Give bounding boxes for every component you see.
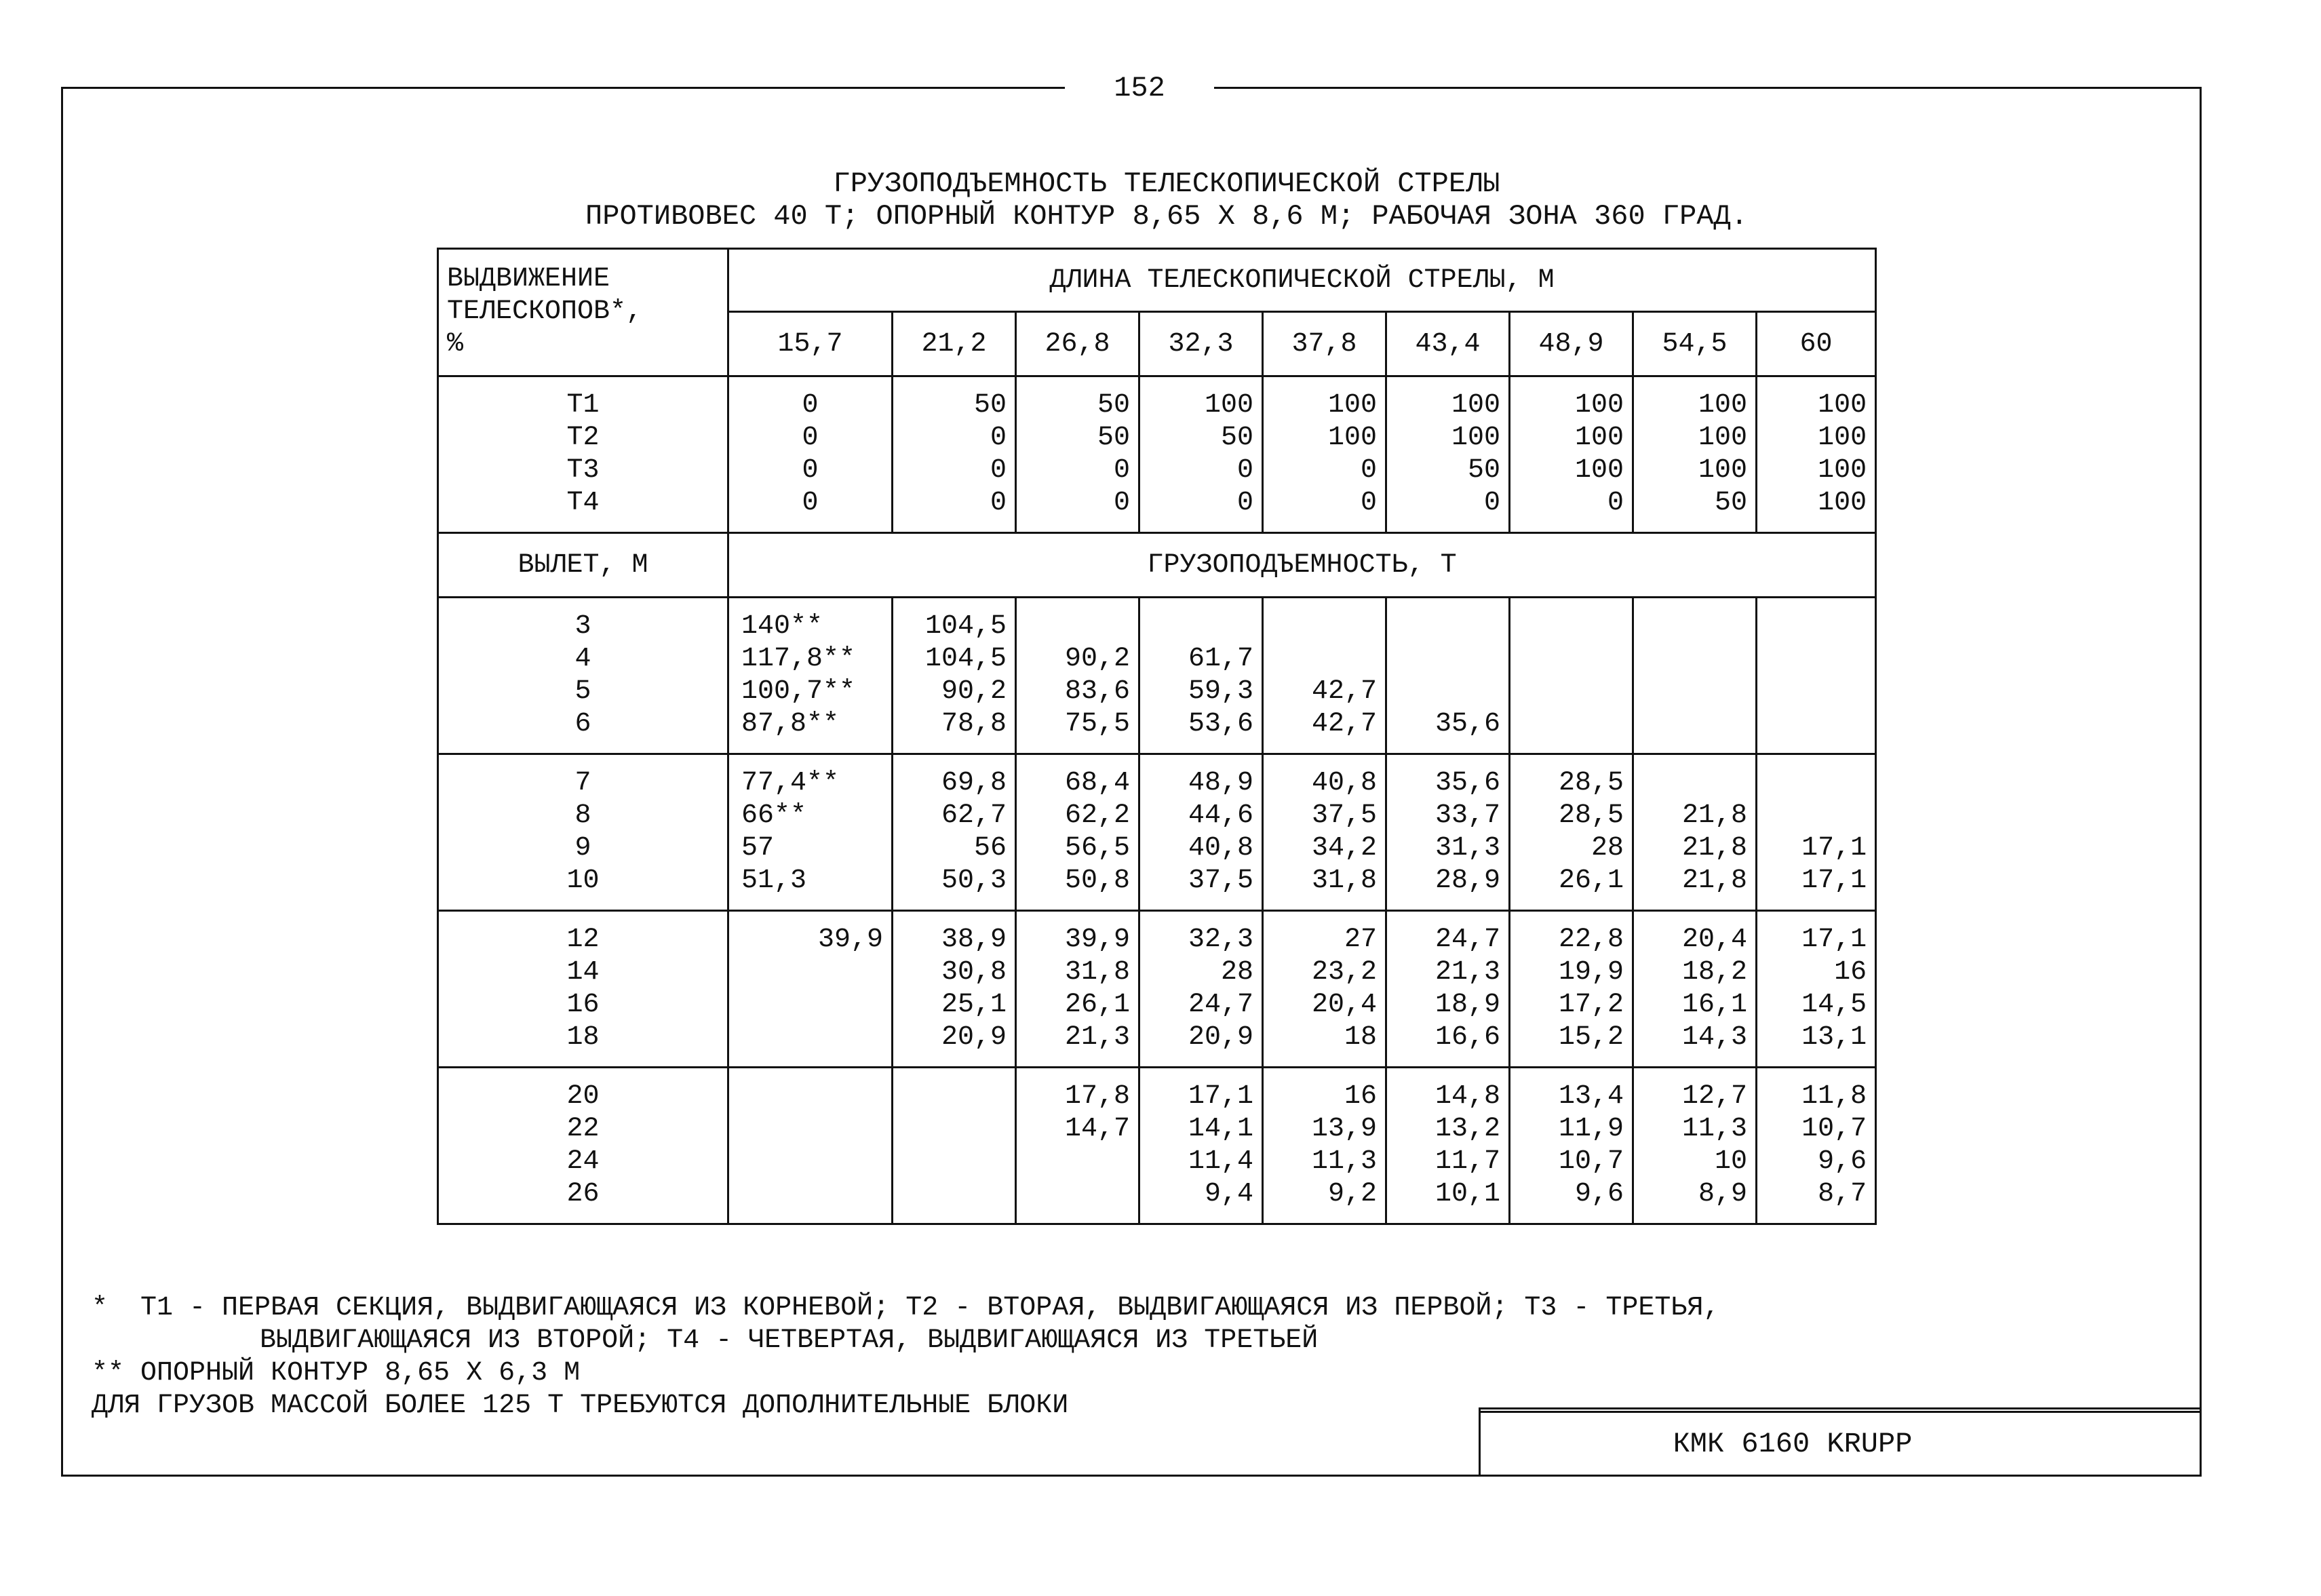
extension-cell xyxy=(1757,376,1876,533)
capacity-value: 13,4 xyxy=(1558,1081,1624,1112)
capacity-value: 9,6 xyxy=(1574,1179,1624,1209)
capacity-value: 9,4 xyxy=(1204,1179,1253,1209)
capacity-cell xyxy=(893,754,1016,911)
extension-value: 100 xyxy=(1451,390,1500,421)
capacity-cell xyxy=(1016,911,1139,1068)
capacity-value: 30,8 xyxy=(941,957,1007,988)
capacity-cell xyxy=(1016,598,1139,754)
capacity-cell xyxy=(1263,911,1386,1068)
capacity-value: 13,9 xyxy=(1311,1114,1377,1144)
capacity-value: 37,5 xyxy=(1188,865,1253,896)
footnote-support-contour: ** ОПОРНЫЙ КОНТУР 8,65 X 6,3 М xyxy=(92,1358,581,1388)
capacity-value: 44,6 xyxy=(1188,800,1253,831)
capacity-value xyxy=(1757,610,1875,643)
table-title: ГРУЗОПОДЪЕМНОСТЬ ТЕЛЕСКОПИЧЕСКОЙ СТРЕЛЫ xyxy=(833,168,1500,200)
extension-value: 0 xyxy=(802,455,819,486)
capacity-value: 8,9 xyxy=(1698,1179,1747,1209)
capacity-value: 21,8 xyxy=(1681,800,1747,831)
capacity-value xyxy=(729,1146,891,1178)
capacity-value: 11,4 xyxy=(1188,1146,1253,1177)
capacity-value: 22,8 xyxy=(1558,924,1624,955)
page-number: 152 xyxy=(1065,68,1214,109)
radius-cell xyxy=(438,911,728,1068)
capacity-value: 9,6 xyxy=(1818,1146,1867,1177)
extension-value: 100 xyxy=(1204,390,1253,421)
capacity-value: 13,2 xyxy=(1435,1114,1500,1144)
radius-value: 24 xyxy=(566,1146,600,1177)
extension-cell xyxy=(1633,376,1757,533)
extension-value: 0 xyxy=(1236,455,1253,486)
capacity-cell xyxy=(1386,1068,1510,1224)
capacity-value: 31,8 xyxy=(1064,957,1130,988)
capacity-cell xyxy=(1633,598,1757,754)
extension-cell xyxy=(1016,376,1139,533)
capacity-value xyxy=(729,989,891,1021)
capacity-cell xyxy=(1633,1068,1757,1224)
capacity-header-row xyxy=(438,533,1876,598)
capacity-value xyxy=(1634,643,1755,676)
capacity-cell xyxy=(728,598,893,754)
capacity-value: 53,6 xyxy=(1188,709,1253,739)
capacity-value: 11,7 xyxy=(1435,1146,1500,1177)
capacity-value: 25,1 xyxy=(941,990,1007,1020)
radius-value: 20 xyxy=(566,1081,600,1112)
radius-value: 7 xyxy=(574,768,591,798)
capacity-value xyxy=(1757,800,1875,832)
capacity-value xyxy=(1264,643,1385,676)
capacity-value: 35,6 xyxy=(1435,709,1500,739)
extension-cell xyxy=(728,376,893,533)
capacity-value: 40,8 xyxy=(1188,833,1253,863)
capacity-value xyxy=(1510,708,1632,741)
telescope-label: T2 xyxy=(566,423,600,453)
extension-value: 0 xyxy=(1360,455,1377,486)
capacity-group-row xyxy=(438,911,1876,1068)
capacity-value: 90,2 xyxy=(1064,644,1130,674)
capacity-value: 23,2 xyxy=(1311,957,1377,988)
capacity-value: 28,9 xyxy=(1435,865,1500,896)
radius-value: 14 xyxy=(566,957,600,988)
capacity-value: 20,9 xyxy=(941,1022,1007,1053)
extension-header: ВЫДВИЖЕНИЕ ТЕЛЕСКОПОВ*, % xyxy=(447,264,643,359)
capacity-cell xyxy=(728,1068,893,1224)
capacity-cell xyxy=(1757,911,1876,1068)
telescope-label: T3 xyxy=(566,455,600,486)
capacity-value: 20,4 xyxy=(1311,990,1377,1020)
capacity-cell xyxy=(1263,754,1386,911)
capacity-value: 9,2 xyxy=(1327,1179,1377,1209)
extension-value: 0 xyxy=(1483,488,1500,518)
capacity-value: 17,1 xyxy=(1801,865,1867,896)
capacity-value: 87,8** xyxy=(741,709,840,739)
extension-value: 50 xyxy=(1220,423,1253,453)
capacity-value: 57 xyxy=(741,833,775,863)
capacity-cell xyxy=(1139,754,1263,911)
length-header: ДЛИНА ТЕЛЕСКОПИЧЕСКОЙ СТРЕЛЫ, М xyxy=(728,249,1876,312)
capacity-cell xyxy=(893,911,1016,1068)
telescope-labels-cell xyxy=(438,376,728,533)
capacity-cell xyxy=(1633,911,1757,1068)
capacity-value: 11,3 xyxy=(1311,1146,1377,1177)
capacity-value: 26,1 xyxy=(1558,865,1624,896)
capacity-value xyxy=(729,1178,891,1211)
capacity-group-row xyxy=(438,598,1876,754)
capacity-value: 117,8** xyxy=(741,644,856,674)
length-cell: 43,4 xyxy=(1386,312,1510,376)
extension-value: 100 xyxy=(1818,455,1867,486)
length-cell: 37,8 xyxy=(1263,312,1386,376)
capacity-value: 90,2 xyxy=(941,676,1007,707)
capacity-value: 56 xyxy=(973,833,1007,863)
capacity-value: 16 xyxy=(1344,1081,1377,1112)
table-subtitle: ПРОТИВОВЕС 40 Т; ОПОРНЫЙ КОНТУР 8,65 X 8,6 М; РАБОЧАЯ ЗОНА 360 ГРАД. xyxy=(585,200,1748,233)
capacity-value xyxy=(1387,610,1508,643)
extension-value: 0 xyxy=(802,390,819,421)
capacity-value: 42,7 xyxy=(1311,709,1377,739)
radius-cell xyxy=(438,1068,728,1224)
title-block-label: КМК 6160 KRUPP xyxy=(1673,1428,1913,1460)
capacity-value xyxy=(1757,767,1875,800)
capacity-value: 66** xyxy=(741,800,807,831)
length-cell: 54,5 xyxy=(1633,312,1757,376)
extension-value: 0 xyxy=(990,488,1007,518)
extension-value: 100 xyxy=(1818,423,1867,453)
extension-value: 0 xyxy=(990,455,1007,486)
extension-value: 100 xyxy=(1818,390,1867,421)
capacity-value: 32,3 xyxy=(1188,924,1253,955)
extension-value: 0 xyxy=(802,488,819,518)
capacity-value: 18 xyxy=(1344,1022,1377,1053)
telescope-label: T1 xyxy=(566,390,600,421)
radius-value: 26 xyxy=(566,1179,600,1209)
capacity-value xyxy=(1634,767,1755,800)
radius-cell xyxy=(438,598,728,754)
capacity-value: 59,3 xyxy=(1188,676,1253,707)
extension-value: 100 xyxy=(1698,390,1747,421)
capacity-value xyxy=(1757,708,1875,741)
extension-value: 50 xyxy=(1467,455,1500,486)
capacity-group-row xyxy=(438,754,1876,911)
capacity-value: 104,5 xyxy=(924,644,1007,674)
extension-value: 0 xyxy=(1113,488,1130,518)
footnote-extra-blocks: ДЛЯ ГРУЗОВ МАССОЙ БОЛЕЕ 125 Т ТРЕБУЮТСЯ ДОПОЛНИТЕЛЬНЫЕ БЛОКИ xyxy=(92,1390,1069,1421)
footnote-telescopes-cont: ВЫДВИГАЮЩАЯСЯ ИЗ ВТОРОЙ; T4 - ЧЕТВЕРТАЯ, ВЫДВИГАЮЩАЯСЯ ИЗ ТРЕТЬЕЙ xyxy=(260,1325,1319,1356)
capacity-cell xyxy=(1386,598,1510,754)
radius-value: 22 xyxy=(566,1114,600,1144)
capacity-value: 26,1 xyxy=(1064,990,1130,1020)
length-cell: 32,3 xyxy=(1139,312,1263,376)
capacity-cell xyxy=(893,598,1016,754)
capacity-value xyxy=(1510,676,1632,708)
capacity-value xyxy=(1017,1146,1138,1178)
capacity-value: 11,3 xyxy=(1681,1114,1747,1144)
capacity-value xyxy=(1510,643,1632,676)
capacity-value: 18,9 xyxy=(1435,990,1500,1020)
capacity-value xyxy=(1510,610,1632,643)
capacity-value xyxy=(1757,643,1875,676)
capacity-value: 24,7 xyxy=(1435,924,1500,955)
capacity-value: 56,5 xyxy=(1064,833,1130,863)
extension-value: 0 xyxy=(1607,488,1624,518)
capacity-value: 17,1 xyxy=(1188,1081,1253,1112)
capacity-value xyxy=(1017,1178,1138,1211)
capacity-value xyxy=(1634,676,1755,708)
capacity-value xyxy=(893,1146,1015,1178)
extension-header-cell xyxy=(438,249,728,376)
capacity-cell xyxy=(1139,598,1263,754)
capacity-value: 21,3 xyxy=(1435,957,1500,988)
extension-value: 0 xyxy=(1113,455,1130,486)
capacity-value xyxy=(729,1021,891,1054)
capacity-value: 17,2 xyxy=(1558,990,1624,1020)
title-block xyxy=(1479,1407,2200,1475)
capacity-cell xyxy=(1386,754,1510,911)
capacity-cell xyxy=(1510,911,1633,1068)
capacity-value: 62,7 xyxy=(941,800,1007,831)
radius-value: 9 xyxy=(574,833,591,863)
capacity-value xyxy=(893,1081,1015,1113)
capacity-value: 21,8 xyxy=(1681,833,1747,863)
capacity-value xyxy=(1634,610,1755,643)
capacity-value: 19,9 xyxy=(1558,957,1624,988)
extension-cell xyxy=(1510,376,1633,533)
length-cell: 21,2 xyxy=(893,312,1016,376)
extension-value: 0 xyxy=(1236,488,1253,518)
capacity-value: 104,5 xyxy=(924,611,1007,642)
capacity-value: 28,5 xyxy=(1558,800,1624,831)
capacity-value: 14,1 xyxy=(1188,1114,1253,1144)
capacity-value: 33,7 xyxy=(1435,800,1500,831)
extension-value: 0 xyxy=(1360,488,1377,518)
capacity-value xyxy=(893,1113,1015,1146)
capacity-cell xyxy=(1510,754,1633,911)
capacity-value: 83,6 xyxy=(1064,676,1130,707)
extension-value: 100 xyxy=(1574,423,1624,453)
capacity-value: 15,2 xyxy=(1558,1022,1624,1053)
capacity-value: 20,9 xyxy=(1188,1022,1253,1053)
capacity-value: 14,3 xyxy=(1681,1022,1747,1053)
capacity-value: 140** xyxy=(741,611,823,642)
capacity-value xyxy=(729,1113,891,1146)
extension-value: 100 xyxy=(1698,423,1747,453)
capacity-value: 62,2 xyxy=(1064,800,1130,831)
extension-value: 100 xyxy=(1574,455,1624,486)
extension-value: 100 xyxy=(1698,455,1747,486)
capacity-cell xyxy=(1139,911,1263,1068)
length-cell: 26,8 xyxy=(1016,312,1139,376)
radius-value: 4 xyxy=(574,644,591,674)
capacity-value: 100,7** xyxy=(741,676,856,707)
extension-value: 100 xyxy=(1451,423,1500,453)
capacity-value: 37,5 xyxy=(1311,800,1377,831)
capacity-value: 39,9 xyxy=(817,924,883,955)
radius-header: ВЫЛЕТ, М xyxy=(438,533,728,598)
capacity-value xyxy=(893,1178,1015,1211)
capacity-value: 42,7 xyxy=(1311,676,1377,707)
extension-cell xyxy=(893,376,1016,533)
capacity-value: 51,3 xyxy=(741,865,807,896)
capacity-value xyxy=(1387,643,1508,676)
capacity-value: 20,4 xyxy=(1681,924,1747,955)
capacity-value: 21,3 xyxy=(1064,1022,1130,1053)
capacity-cell xyxy=(1510,1068,1633,1224)
capacity-cell xyxy=(1386,911,1510,1068)
capacity-value: 68,4 xyxy=(1064,768,1130,798)
capacity-cell xyxy=(728,911,893,1068)
capacity-value: 24,7 xyxy=(1188,990,1253,1020)
capacity-value xyxy=(729,956,891,989)
capacity-value: 11,9 xyxy=(1558,1114,1624,1144)
extension-row xyxy=(438,376,1876,533)
capacity-value: 21,8 xyxy=(1681,865,1747,896)
extension-value: 0 xyxy=(990,423,1007,453)
capacity-value: 28 xyxy=(1220,957,1253,988)
extension-cell xyxy=(1139,376,1263,533)
capacity-value: 27 xyxy=(1344,924,1377,955)
capacity-cell xyxy=(1139,1068,1263,1224)
extension-value: 50 xyxy=(1097,390,1130,421)
capacity-value: 28,5 xyxy=(1558,768,1624,798)
capacity-value xyxy=(1757,676,1875,708)
capacity-value: 17,8 xyxy=(1064,1081,1130,1112)
extension-cell xyxy=(1386,376,1510,533)
capacity-value: 16 xyxy=(1834,957,1867,988)
capacity-cell xyxy=(1757,754,1876,911)
capacity-value: 78,8 xyxy=(941,709,1007,739)
capacity-value xyxy=(1634,708,1755,741)
capacity-cell xyxy=(1263,1068,1386,1224)
length-cell: 48,9 xyxy=(1510,312,1633,376)
capacity-value: 12,7 xyxy=(1681,1081,1747,1112)
capacity-cell xyxy=(893,1068,1016,1224)
footnote-telescopes: * T1 - ПЕРВАЯ СЕКЦИЯ, ВЫДВИГАЮЩАЯСЯ ИЗ КОРНЕВОЙ; T2 - ВТОРАЯ, ВЫДВИГАЮЩАЯСЯ ИЗ ПЕРВОЙ; T3 - ТРЕТЬЯ, xyxy=(92,1293,1720,1323)
length-cell: 60 xyxy=(1757,312,1876,376)
capacity-value: 13,1 xyxy=(1801,1022,1867,1053)
capacity-value: 14,7 xyxy=(1064,1114,1130,1144)
capacity-value xyxy=(1264,610,1385,643)
capacity-value: 77,4** xyxy=(741,768,840,798)
capacity-value: 14,8 xyxy=(1435,1081,1500,1112)
extension-value: 100 xyxy=(1818,488,1867,518)
capacity-value: 61,7 xyxy=(1188,644,1253,674)
radius-value: 8 xyxy=(574,800,591,831)
extension-value: 100 xyxy=(1327,390,1377,421)
capacity-value xyxy=(729,1081,891,1113)
capacity-value: 50,3 xyxy=(941,865,1007,896)
capacity-cell xyxy=(728,754,893,911)
radius-value: 12 xyxy=(566,924,600,955)
capacity-cell xyxy=(1510,598,1633,754)
capacity-header: ГРУЗОПОДЪЕМНОСТЬ, Т xyxy=(728,533,1876,598)
capacity-value: 75,5 xyxy=(1064,709,1130,739)
capacity-value: 34,2 xyxy=(1311,833,1377,863)
extension-value: 100 xyxy=(1327,423,1377,453)
capacity-cell xyxy=(1757,598,1876,754)
capacity-value: 17,1 xyxy=(1801,833,1867,863)
capacity-value: 14,5 xyxy=(1801,990,1867,1020)
capacity-group-row xyxy=(438,1068,1876,1224)
capacity-cell xyxy=(1633,754,1757,911)
telescope-label: T4 xyxy=(566,488,600,518)
capacity-value: 31,3 xyxy=(1435,833,1500,863)
extension-value: 0 xyxy=(802,423,819,453)
capacity-value: 48,9 xyxy=(1188,768,1253,798)
extension-value: 50 xyxy=(1097,423,1130,453)
extension-value: 50 xyxy=(1714,488,1747,518)
capacity-value: 16,1 xyxy=(1681,990,1747,1020)
capacity-value: 69,8 xyxy=(941,768,1007,798)
capacity-cell xyxy=(1757,1068,1876,1224)
capacity-value: 39,9 xyxy=(1064,924,1130,955)
radius-value: 18 xyxy=(566,1022,600,1053)
capacity-cell xyxy=(1016,754,1139,911)
extension-value: 50 xyxy=(973,390,1007,421)
load-capacity-table xyxy=(437,248,1877,1225)
radius-cell xyxy=(438,754,728,911)
capacity-value: 10 xyxy=(1714,1146,1747,1177)
capacity-cell xyxy=(1016,1068,1139,1224)
capacity-value: 17,1 xyxy=(1801,924,1867,955)
capacity-value: 38,9 xyxy=(941,924,1007,955)
radius-value: 10 xyxy=(566,865,600,896)
capacity-value: 31,8 xyxy=(1311,865,1377,896)
radius-value: 3 xyxy=(574,611,591,642)
extension-cell xyxy=(1263,376,1386,533)
capacity-value: 10,1 xyxy=(1435,1179,1500,1209)
capacity-cell xyxy=(1263,598,1386,754)
header-row xyxy=(438,249,1876,312)
extension-value: 100 xyxy=(1574,390,1624,421)
capacity-value xyxy=(1140,610,1262,643)
capacity-value: 18,2 xyxy=(1681,957,1747,988)
length-cell: 15,7 xyxy=(728,312,893,376)
radius-value: 6 xyxy=(574,709,591,739)
capacity-value xyxy=(1387,676,1508,708)
capacity-value: 28 xyxy=(1591,833,1624,863)
radius-value: 5 xyxy=(574,676,591,707)
capacity-value: 8,7 xyxy=(1818,1179,1867,1209)
capacity-value: 10,7 xyxy=(1558,1146,1624,1177)
capacity-value: 35,6 xyxy=(1435,768,1500,798)
capacity-value: 11,8 xyxy=(1801,1081,1867,1112)
radius-value: 16 xyxy=(566,990,600,1020)
capacity-value xyxy=(1017,610,1138,643)
capacity-value: 10,7 xyxy=(1801,1114,1867,1144)
capacity-value: 50,8 xyxy=(1064,865,1130,896)
capacity-value: 16,6 xyxy=(1435,1022,1500,1053)
capacity-value: 40,8 xyxy=(1311,768,1377,798)
